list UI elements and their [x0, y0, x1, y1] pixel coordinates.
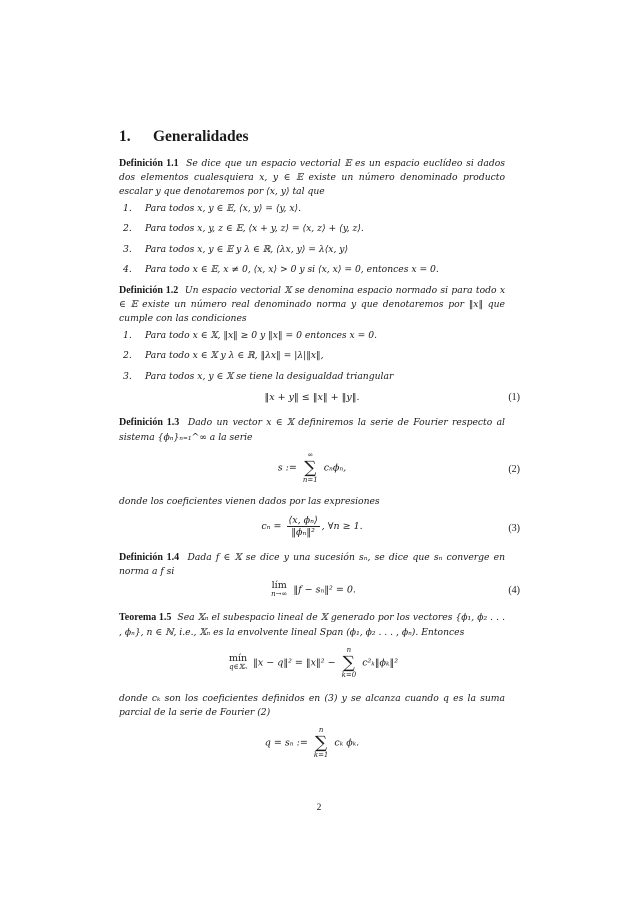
definition-label: Definición 1.1	[119, 158, 179, 169]
list-item: 2. Para todo x ∈ 𝕏 y λ ∈ ℝ, ‖λx‖ = |λ|‖x‖,	[123, 350, 324, 362]
definition-1-4	[119, 551, 505, 579]
equation-4: lím n→∞ ‖f − sₙ‖² = 0. (4)	[271, 580, 520, 599]
coefficients-text: donde los coeficientes vienen dados por las expresiones	[119, 495, 380, 507]
list-item: 3. Para todos x, y ∈ 𝔼 y λ ∈ ℝ, ⟨λx, y⟩ = λ⟨x, y⟩	[123, 243, 349, 255]
definition-1-3	[119, 416, 505, 444]
section-name: Generalidades	[153, 128, 249, 145]
list-item: 2. Para todos x, y, z ∈ 𝔼, ⟨x + y, z⟩ = ⟨x, z⟩ + ⟨y, z⟩.	[123, 223, 364, 235]
equation-tag: (4)	[508, 585, 520, 597]
equation-3: cₙ = $\frac{\text{⟨x, ϕₙ⟩}}{\text{‖ϕₙ‖²}}$ , ∀n ≥ 1. (3)	[261, 514, 520, 538]
list-item: 1. Para todos x, y ∈ 𝔼, ⟨x, y⟩ = ⟨y, x⟩.	[123, 202, 302, 214]
definition-1-1	[119, 157, 505, 200]
definition-label: Definición 1.4	[119, 551, 180, 563]
page-content	[119, 128, 520, 770]
page-number: 2	[316, 803, 322, 813]
definition-text: Dada f ∈ 𝕏 se dice y una sucesión sₙ, se dice que sₙ converge en norma a f si	[119, 551, 506, 578]
theorem-1-5	[119, 611, 505, 639]
list-item: 1. Para todo x ∈ 𝕏, ‖x‖ ≥ 0 y ‖x‖ = 0 entonces x = 0.	[123, 329, 378, 341]
definition-1-2-list	[119, 329, 505, 384]
equation-1: ‖x + y‖ ≤ ‖x‖ + ‖y‖. (1)	[264, 392, 520, 404]
definition-1-1-list	[119, 202, 505, 278]
definition-text: Se dice que un espacio vectorial 𝔼 es un espacio euclídeo si dados dos elementos cualesquiera x, y ∈ 𝔼 existe un número denominado producto escalar y que denotaremos por ⟨x, y⟩ tal que	[119, 158, 506, 198]
theorem-label: Teorema 1.5	[119, 612, 172, 624]
equation-tag: (2)	[508, 463, 520, 475]
section-number: 1.	[119, 128, 131, 145]
equation-tag: (3)	[508, 522, 520, 534]
equation-tag: (1)	[508, 392, 520, 404]
definition-label: Definición 1.2	[119, 284, 179, 296]
definition-1-2	[119, 284, 505, 327]
list-item: 3. Para todos x, y ∈ 𝕏 se tiene la desigualdad triangular	[123, 370, 394, 382]
equation-6: q = sₙ := n ∑ k=1 cₖ ϕₖ.	[264, 726, 360, 760]
section-title	[119, 128, 505, 146]
equation-5: mín q∈𝕏ₙ ‖x − q‖² = ‖x‖² − n ∑ k=0 c²ₖ‖ϕₖ‖²	[228, 645, 399, 679]
equation-2: s := ∞ ∑ n=1 cₙϕₙ, (2)	[277, 450, 520, 484]
definition-label: Definición 1.3	[119, 417, 180, 429]
definition-text: Un espacio vectorial 𝕏 se denomina espacio normado si para todo x ∈ 𝔼 existe un número real denominado norma y que denotaremos por ‖x‖ que cumple con las condiciones	[119, 284, 505, 325]
theorem-remark: donde cₖ son los coeficientes definidos en (3) y se alcanza cuando q es la suma parcial de la serie de Fourier (2)	[119, 692, 505, 718]
theorem-text: Sea 𝕏ₙ el subespacio lineal de 𝕏 generado por los vectores {ϕ₁, ϕ₂ . . . , ϕₙ}, n ∈ ℕ, i.e., 𝕏ₙ es la envolvente lineal Span (ϕ₁, ϕ₂ . . . , ϕₙ). Entonces	[119, 612, 506, 638]
list-item: 4. Para todo x ∈ 𝔼, x ≠ 0, ⟨x, x⟩ > 0 y si ⟨x, x⟩ = 0, entonces x = 0.	[123, 264, 439, 276]
definition-text: Dado un vector x ∈ 𝕏 definiremos la serie de Fourier respecto al sistema {ϕₙ}ₙ₌₁^∞ a la serie	[119, 417, 505, 443]
